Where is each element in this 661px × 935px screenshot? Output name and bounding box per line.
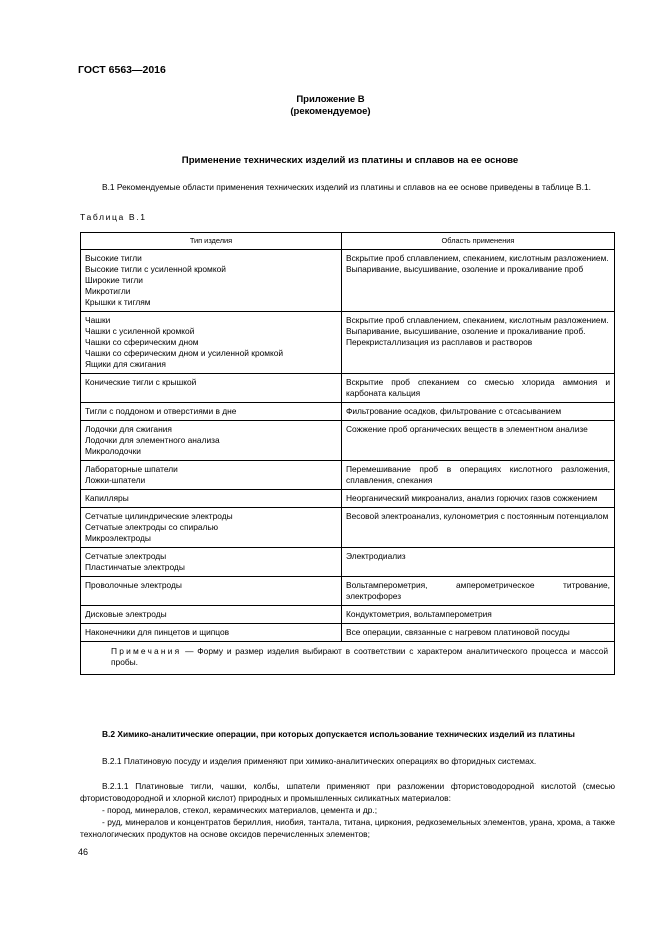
table-row — [81, 548, 615, 577]
item-type: Конические тигли с крышкой — [85, 377, 197, 387]
item-type-cell — [81, 403, 342, 421]
application-area-cell — [342, 312, 615, 374]
application-text: Вскрытие проб спеканием со смесью хлорида аммония и карбоната кальция — [346, 377, 610, 398]
application-text: Фильтрование осадков, фильтрование с отсасыванием — [346, 406, 562, 416]
application-text: Перекристаллизация из расплавов и растворов — [346, 337, 533, 347]
item-type: Микроэлектроды — [85, 533, 151, 543]
application-text: Весовой электроанализ, кулонометрия с постоянным потенциалом — [346, 511, 609, 521]
table-row — [81, 250, 615, 312]
table-row — [81, 312, 615, 374]
item-type-cell — [81, 374, 342, 403]
b2-p4-text: - руд, минералов и концентратов бериллия, ниобия, тантала, титана, циркония, редкоземельных элементов, урана, хрома, а также технологических продуктов на основе оксидов перечисленных элементов; — [80, 817, 615, 839]
intro-paragraph — [80, 181, 615, 193]
item-type: Наконечники для пинцетов и щипцов — [85, 627, 230, 637]
application-area-cell — [342, 548, 615, 577]
application-area-cell — [342, 421, 615, 461]
item-type: Капилляры — [85, 493, 129, 503]
item-type-cell — [81, 577, 342, 606]
header-application-area: Область применения — [342, 233, 615, 250]
application-text: Вскрытие проб сплавлением, спеканием, кислотным разложением. — [346, 315, 609, 325]
item-type: Высокие тигли с усиленной кромкой — [85, 264, 226, 274]
item-type: Высокие тигли — [85, 253, 142, 263]
item-type: Микролодочки — [85, 446, 141, 456]
item-type-cell — [81, 421, 342, 461]
note-text: — Форму и размер изделия выбирают в соответствии с характером аналитического процесса и массой пробы. — [111, 646, 608, 667]
item-type-cell — [81, 461, 342, 490]
table-row — [81, 508, 615, 548]
application-text: Выпаривание, высушивание, озоление и прокаливание проб. — [346, 326, 586, 336]
item-type: Сетчатые электроды со спиралью — [85, 522, 219, 532]
item-type: Сетчатые электроды — [85, 551, 167, 561]
item-type: Широкие тигли — [85, 275, 143, 285]
application-text: Выпаривание, высушивание, озоление и прокаливание проб — [346, 264, 584, 274]
item-type: Дисковые электроды — [85, 609, 167, 619]
b2-paragraph-2 — [80, 780, 615, 804]
application-text: Вскрытие проб сплавлением, спеканием, кислотным разложением. — [346, 253, 609, 263]
application-area-cell — [342, 250, 615, 312]
item-type: Тигли с поддоном и отверстиями в дне — [85, 406, 237, 416]
b2-p3-text: - пород, минералов, стекол, керамических материалов, цемента и др.; — [102, 805, 378, 815]
item-type: Лодочки для элементного анализа — [85, 435, 220, 445]
table-row — [81, 421, 615, 461]
item-type-cell — [81, 508, 342, 548]
item-type-cell — [81, 490, 342, 508]
page-number: 46 — [78, 847, 89, 857]
item-type: Микротигли — [85, 286, 131, 296]
application-text: Сожжение проб органических веществ в элементном анализе — [346, 424, 588, 434]
table-row — [81, 577, 615, 606]
application-area-cell — [342, 403, 615, 421]
b2-p2-text: В.2.1.1 Платиновые тигли, чашки, колбы, шпатели применяют при разложении фтористоводородной кислотой (смесью фтористоводородной и хлорной кислот) природных и промышленных силикатных материалов: — [80, 781, 615, 803]
item-type: Лабораторные шпатели — [85, 464, 178, 474]
table-row — [81, 461, 615, 490]
b2-paragraph-4 — [80, 816, 615, 840]
application-text: Перемешивание проб в операциях кислотного разложения, сплавления, спекания — [346, 464, 610, 485]
application-text: Все операции, связанные с нагревом платиновой посуды — [346, 627, 570, 637]
b2-paragraph-1 — [80, 755, 615, 767]
application-area-cell — [342, 461, 615, 490]
table-row — [81, 374, 615, 403]
appendix-subtitle: (рекомендуемое) — [290, 106, 371, 117]
table-caption: Таблица В.1 — [80, 212, 147, 222]
b2-paragraph-3 — [80, 804, 615, 816]
table-row — [81, 606, 615, 624]
table-body — [81, 250, 615, 642]
item-type: Пластинчатые электроды — [85, 562, 185, 572]
application-area-cell — [342, 374, 615, 403]
item-type-cell — [81, 624, 342, 642]
item-type: Ящики для сжигания — [85, 359, 166, 369]
application-area-cell — [342, 606, 615, 624]
note-label: Примечания — [111, 646, 182, 656]
b2-heading — [80, 728, 615, 740]
item-type: Ложки-шпатели — [85, 475, 146, 485]
application-text: Кондуктометрия, вольтамперометрия — [346, 609, 492, 619]
item-type: Лодочки для сжигания — [85, 424, 172, 434]
intro-text: В.1 Рекомендуемые области применения технических изделий из платины и сплавов на ее основе приведены в таблице В.1. — [102, 182, 591, 192]
application-area-cell — [342, 508, 615, 548]
table-row — [81, 490, 615, 508]
application-area-cell — [342, 577, 615, 606]
section-title: Применение технических изделий из платины и сплавов на ее основе — [181, 155, 519, 166]
standard-header: ГОСТ 6563—2016 — [78, 64, 166, 76]
header-item-type: Тип изделия — [81, 233, 342, 250]
b2-p1-text: В.2.1 Платиновую посуду и изделия применяют при химико-аналитических операциях во фторидных системах. — [102, 756, 537, 766]
application-area-cell — [342, 490, 615, 508]
table-row — [81, 403, 615, 421]
item-type: Проволочные электроды — [85, 580, 182, 590]
item-type: Чашки со сферическим дном — [85, 337, 199, 347]
item-type: Сетчатые цилиндрические электроды — [85, 511, 233, 521]
applications-table — [80, 232, 615, 675]
item-type-cell — [81, 606, 342, 624]
item-type: Чашки с усиленной кромкой — [85, 326, 195, 336]
item-type: Чашки — [85, 315, 111, 325]
item-type-cell — [81, 548, 342, 577]
item-type: Чашки со сферическим дном и усиленной кромкой — [85, 348, 284, 358]
table-note — [81, 642, 615, 675]
item-type-cell — [81, 250, 342, 312]
b2-heading-text: В.2 Химико-аналитические операции, при которых допускается использование технических изделий из платины — [102, 729, 575, 739]
item-type: Крышки к тиглям — [85, 297, 151, 307]
application-area-cell — [342, 624, 615, 642]
application-text: Электродиализ — [346, 551, 406, 561]
application-text: Вольтамперометрия, амперометрическое титрование, электрофорез — [346, 580, 610, 601]
table-row — [81, 624, 615, 642]
appendix-title: Приложение В — [296, 94, 365, 105]
table-header-row — [81, 233, 615, 250]
application-text: Неорганический микроанализ, анализ горючих газов сожжением — [346, 493, 598, 503]
appendix-heading — [0, 94, 661, 118]
table-note-row — [81, 642, 615, 675]
item-type-cell — [81, 312, 342, 374]
